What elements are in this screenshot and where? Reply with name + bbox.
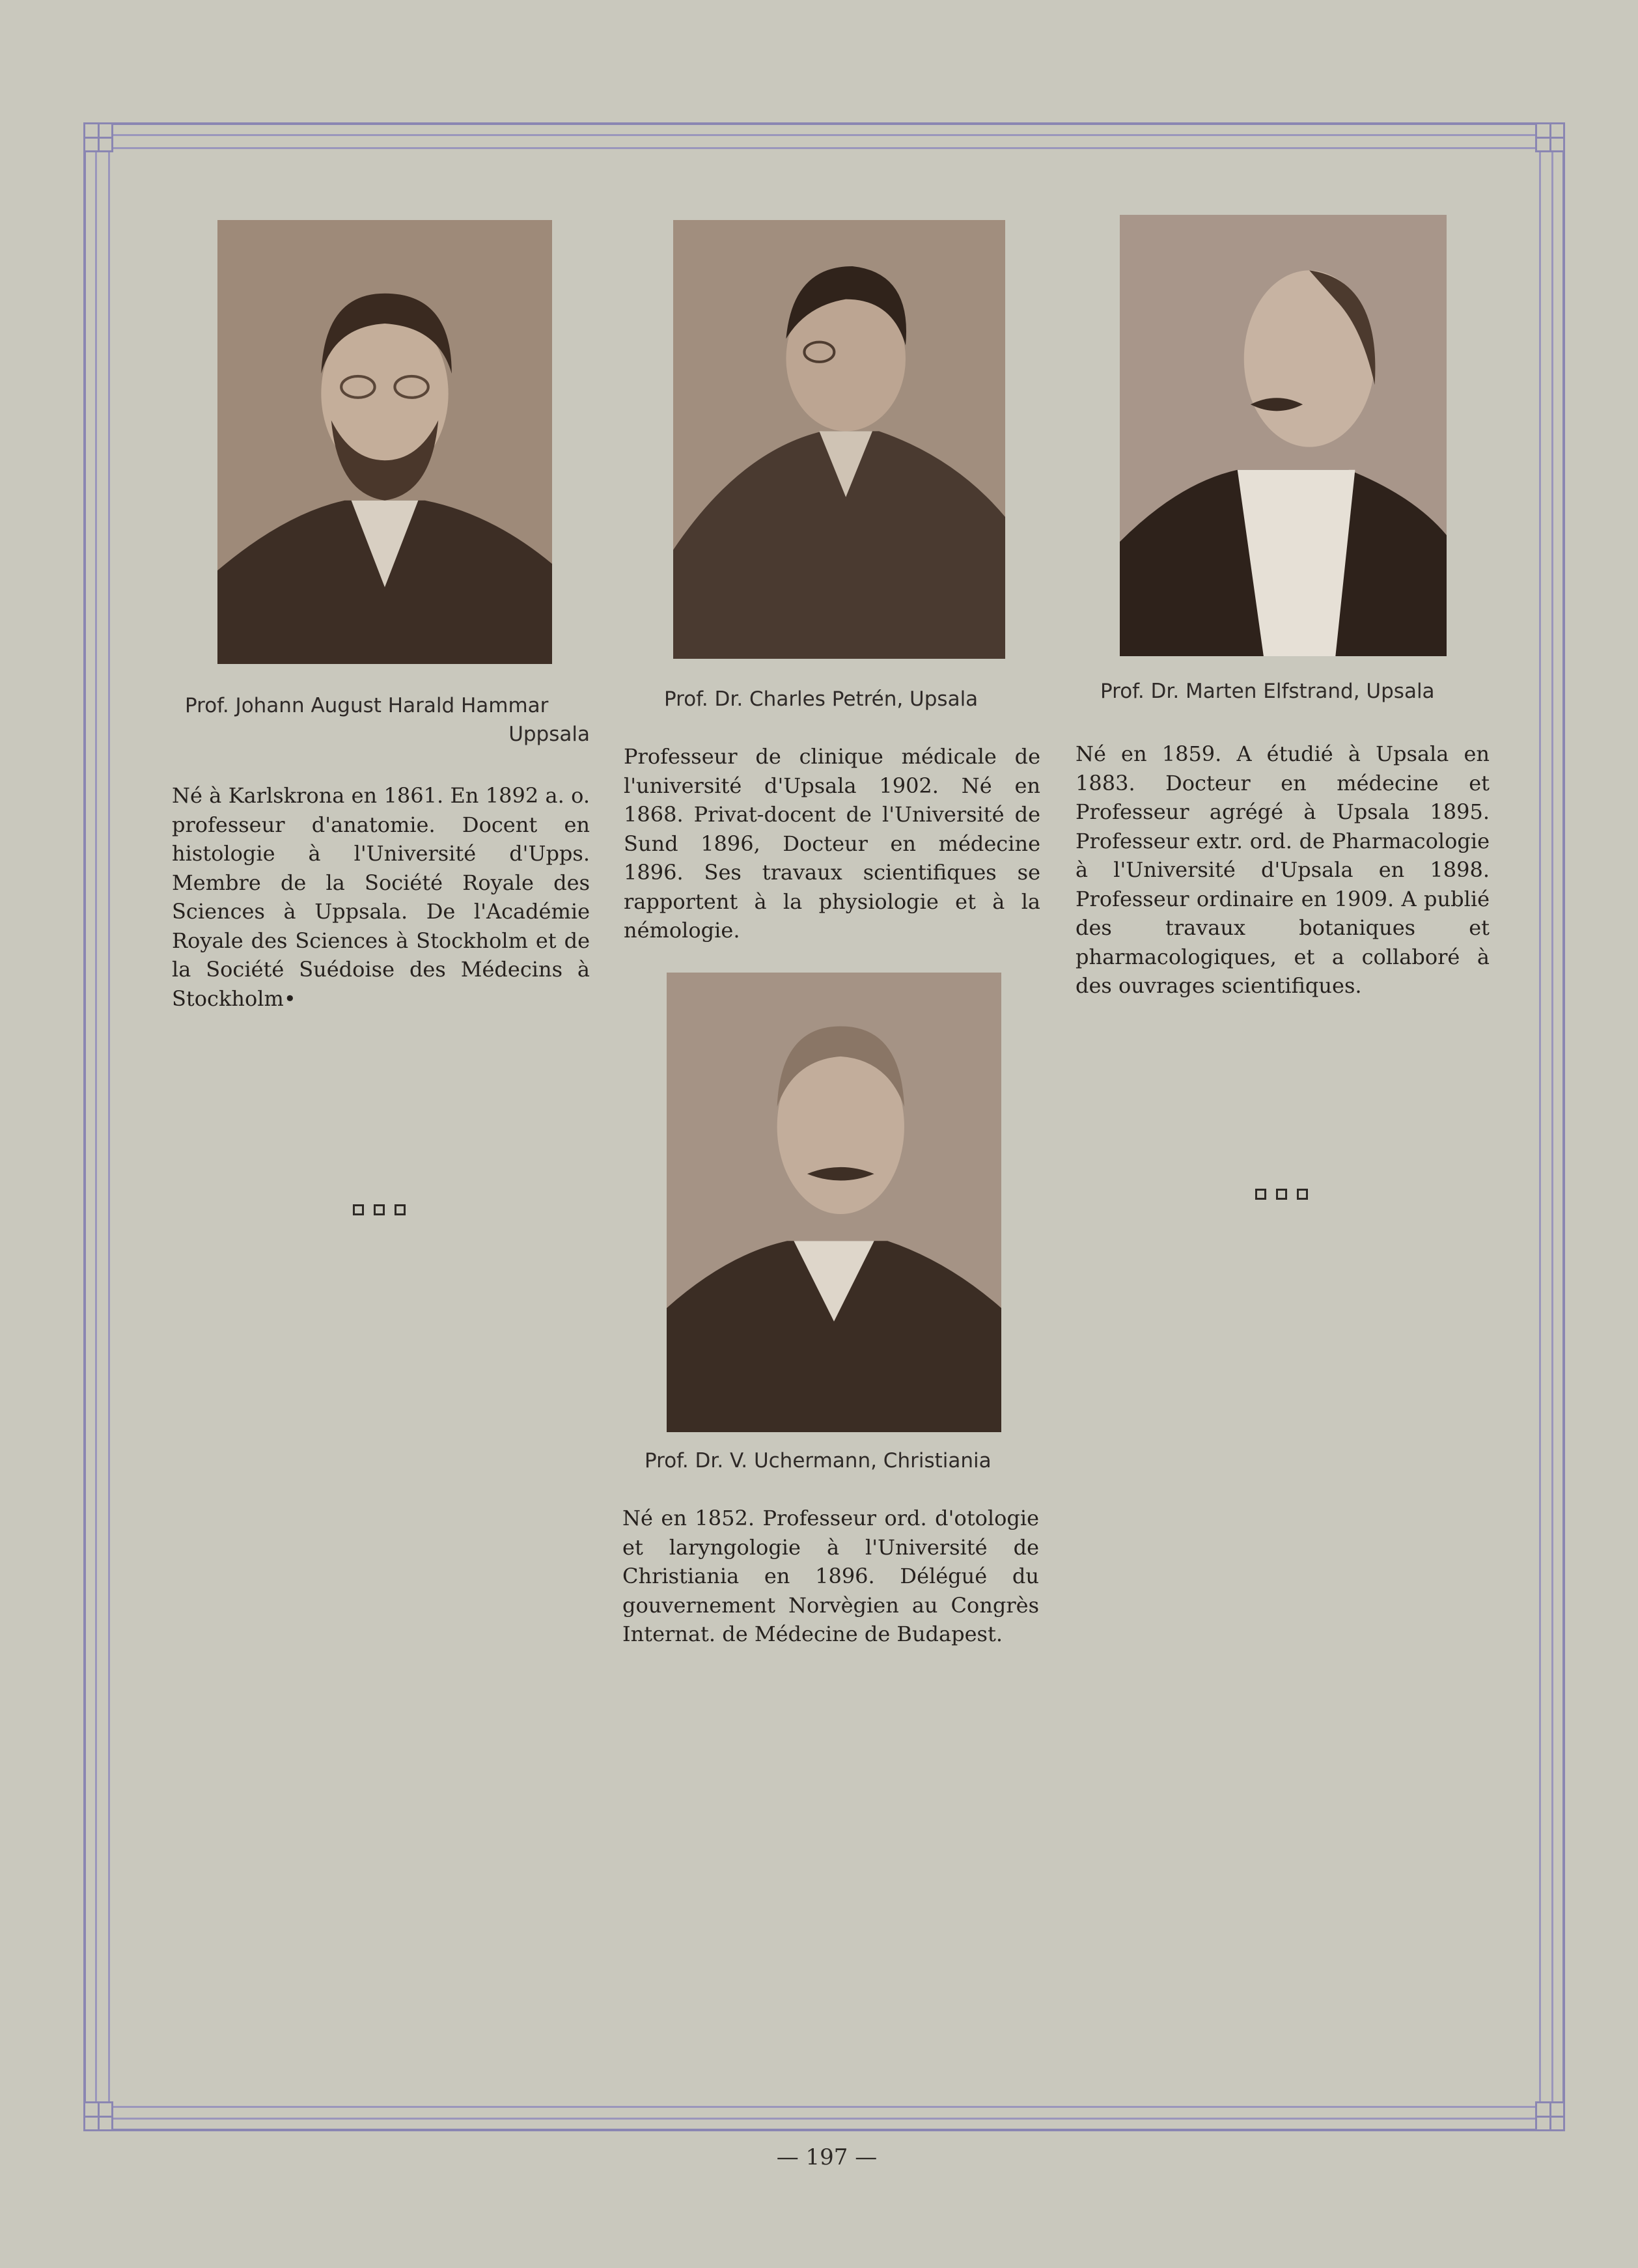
border-rule-right (1539, 151, 1541, 2104)
section-divider-ornament-left (353, 1204, 406, 1215)
bio-hammar: Né à Karlskrona en 1861. En 1892 a. o. professeur d'anatomie. Docent en histologie à l'Université d'Upps. Membre de la Société Royale des Sciences à Uppsala. De l'Académie Royale des Sciences à Stockholm et de la Société Suédoise des Médecins à Stockholm• (172, 783, 590, 1011)
portrait-hammar (217, 220, 552, 664)
border-rule-left (108, 151, 110, 2104)
portrait-elfstrand (1120, 215, 1447, 656)
page-number: — 197 — (776, 2144, 878, 2170)
border-rule-top (113, 147, 1535, 149)
portrait-uchermann (667, 973, 1001, 1432)
border-rule-bottom (113, 2106, 1535, 2108)
caption-hammar-line2: Uppsala (508, 723, 590, 746)
section-divider-ornament-right (1255, 1189, 1308, 1200)
caption-uchermann: Prof. Dr. V. Uchermann, Christiania (645, 1449, 992, 1473)
caption-petren: Prof. Dr. Charles Petrén, Upsala (664, 687, 979, 711)
corner-ornament-top-right (1535, 122, 1565, 152)
corner-ornament-bottom-left (83, 2101, 113, 2131)
caption-hammar-line1: Prof. Johann August Harald Hammar (185, 694, 549, 717)
corner-ornament-bottom-right (1535, 2101, 1565, 2131)
bio-petren: Professeur de clinique médicale de l'université d'Upsala 1902. Né en 1868. Privat-docent de l'Université de Sund 1896, Docteur en médecine 1896. Ses travaux scientifiques se rapportent à la physiologie et à la némologie. (624, 744, 1040, 943)
caption-elfstrand: Prof. Dr. Marten Elfstrand, Upsala (1100, 680, 1435, 703)
corner-ornament-top-left (83, 122, 113, 152)
portrait-petren (673, 220, 1005, 659)
bio-elfstrand: Né en 1859. A étudié à Upsala en 1883. Docteur en médecine et Professeur agrégé à Upsala 1895. Professeur extr. ord. de Pharmacologie à l'Université d'Upsala en 1898. Professeur ordinaire en 1909. A publié des travaux botaniques et pharmacologiques, et a collaboré à des ouvrages scientifiques. (1076, 741, 1490, 998)
bio-uchermann: Né en 1852. Professeur ord. d'otologie et laryngologie à l'Université de Christiania en 1896. Délégué du gouvernement Norvègien au Congrès Internat. de Médecine de Budapest. (622, 1506, 1039, 1646)
